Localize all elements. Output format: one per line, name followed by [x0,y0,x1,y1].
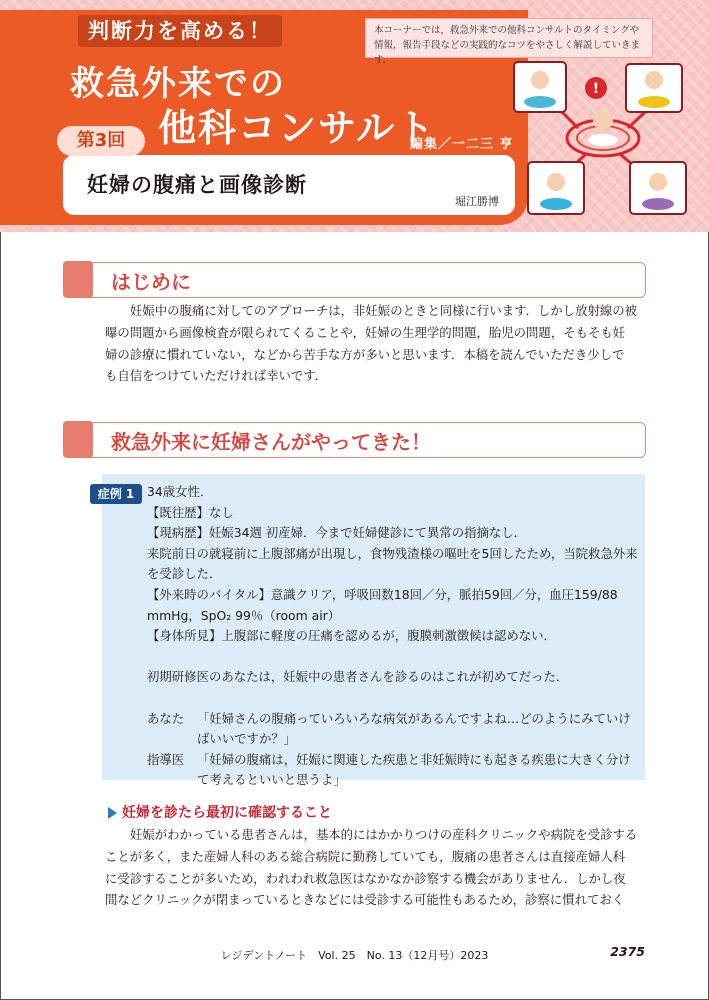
case-tag: 症例 1 [90,484,142,504]
people-icon [63,261,93,298]
triangle-icon [108,807,117,819]
series-tag: 判断力を高める！ [78,15,282,47]
svg-text:!: ! [592,81,600,97]
people-icon [63,421,93,458]
article-title-card [60,152,518,218]
subsection-paragraph: 妊娠がわかっている患者さんは，基本的にはかかりつけの産科クリニックや病院を受診する ことが多く，また産婦人科のある総合病院に勤務していても，腹痛の患者さんは直接産婦人科 に受診することが多いため，われわれ救急医はなかなか診察する機会がありません．しかし夜 間などクリニックが閉まっているときなどには受診する可能性もあるため，診察に慣れておく [105,827,638,908]
case-text: 34歳女性． 【既往歴】なし 【現病歴】妊娠34週 初産婦．今まで妊婦健診にて異常の指摘なし． 来院前日の就寝前に上腹部痛が出現し，食物残渣様の嘔吐を5回したため，当院救急外来 を受診した． 【外来時のバイタル】意識クリア，呼吸回数18回／分，脈拍59回／分，血圧159/88 mmHg，SpO₂ 99％（room air） 【身体所見】上腹部に軽度の圧痛を認めるが，腹膜刺激徴候は認めない． 初期研修医のあなたは，妊娠中の患者さんを診るのはこれが初めてだった． あなた 「妊婦さんの腹痛っていろいろな病気があるんですよね…どのようにみていけばいいですか？」 指導医 「妊婦の腹痛は，妊娠に関連した疾患と非妊娠時にも起きる疾患に大きく分けて考えるといいと思うよ」 [147,482,641,791]
series-title-line1: 救急外来での [70,64,286,104]
dialogue-line: あなた 「妊婦さんの腹痛っていろいろな病気があるんですよね…どのようにみていけばいいですか？」 [147,710,631,747]
consult-illustration [508,58,698,222]
subsection-heading: 妊婦を診たら最初に確認すること [108,802,332,822]
series-intro: 本コーナーでは，救急外来での他科コンサルトのタイミングや情報，報告手段などの実践的なコツをやさしく解説していきます． [365,18,653,58]
editor-credit: 編集／一二三 亨 [410,137,514,152]
page-number: 2375 [610,944,645,959]
journal-footer: レジデントノート Vol. 25 No. 13（12月号）2023 [220,949,489,962]
round-badge: 第3回 [57,126,145,156]
section-heading-case [64,422,646,458]
article-title: 妊婦の腹痛と画像診断 [87,173,307,197]
dialogue-line: 指導医 「妊婦の腹痛は，妊娠に関連した疾患と非妊娠時にも起きる疾患に大きく分けて考えるといいと思うよ」 [147,751,631,788]
section-title: 救急外来に妊婦さんがやってきた！ [111,430,431,454]
section-title: はじめに [111,270,191,294]
series-title-line2: 他科コンサルト [158,106,437,150]
intro-paragraph: 妊娠中の腹痛に対してのアプローチは，非妊娠のときと同様に行います．しかし放射線の被 曝の問題から画像検査が限られてくることや，妊婦の生理学的問題，胎児の問題，そもそも妊 婦の診療に慣れていない，などから苦手な方が多いと思います．本稿を読んでいただき少しで も自信をつけていただければ幸いです． [105,303,638,384]
section-heading-intro [64,262,646,298]
author: 堀江勝博 [455,195,499,208]
